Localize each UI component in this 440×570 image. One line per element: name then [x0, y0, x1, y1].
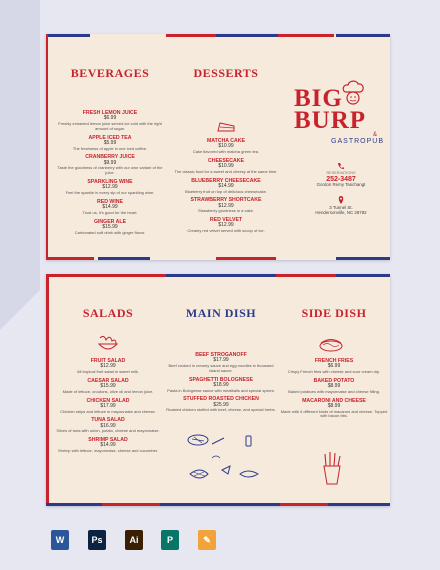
item-description: Carbonated soft drink with ginger flavor.	[74, 229, 146, 235]
red-bar	[46, 274, 166, 277]
item-name: SPARKLING WINE	[87, 178, 133, 185]
item-description: Taste the goodness of cranberry with our own variant of the juice.	[57, 165, 163, 176]
item-name: CHICKEN SALAD	[86, 397, 130, 404]
item-name: FRUIT SALAD	[90, 358, 126, 364]
item-price: $12.99	[102, 184, 118, 191]
brand-line-2: BURP	[294, 107, 367, 134]
publisher-icon[interactable]: P	[161, 530, 179, 550]
contact-person: Gordon Remy Tanchangt	[316, 182, 366, 188]
red-bar	[278, 34, 334, 37]
item-name: TUNA SALAD	[91, 417, 125, 424]
item-price: $10.99	[218, 163, 234, 169]
blue-bar	[336, 274, 390, 277]
menu-item	[278, 398, 390, 420]
menu-item	[52, 378, 164, 395]
item-name: MACARONI AND CHEESE	[302, 397, 366, 404]
desserts-list	[170, 138, 282, 237]
address-line-2: Hendersonville, NC 28782	[315, 210, 367, 216]
menu-item	[170, 217, 282, 234]
red-edge	[46, 34, 48, 260]
item-price: $25.99	[213, 401, 229, 408]
red-bar	[48, 257, 94, 260]
blue-bar	[216, 34, 278, 37]
item-price: $12.99	[218, 222, 234, 229]
blue-bar	[46, 503, 102, 506]
item-description: Made with 4 different kinds of macaroni and cheese. Topped with bacon bits.	[280, 408, 388, 419]
menu-item	[166, 396, 276, 413]
item-price: $10.99	[218, 143, 234, 150]
side-dish-list	[278, 358, 390, 422]
item-description: Cake flavored with matcha green tea.	[192, 149, 260, 154]
menu-item	[170, 158, 282, 175]
blue-bar	[160, 503, 280, 506]
salads-list	[52, 358, 164, 457]
reservations-label: RESERVATIONS	[326, 171, 356, 176]
salads-title: SALADS	[82, 306, 134, 320]
blue-bar	[98, 257, 150, 260]
item-name: GINGER ALE	[93, 218, 127, 225]
brand-line-1: BIG	[294, 85, 343, 112]
menu-item	[54, 154, 166, 176]
photoshop-icon[interactable]: Ps	[88, 530, 106, 550]
item-description: Feel the sparkle in every sip of our sparkling wine.	[65, 189, 155, 195]
item-description: Freshly extracted lemon juice served ice cold with the right amount of sugar.	[58, 121, 162, 131]
item-price: $14.99	[100, 442, 116, 449]
item-description: Blueberry fruit on top of delicious cheesecake.	[185, 188, 267, 194]
item-name: FRENCH FRIES	[314, 358, 354, 364]
item-name: APPLE ICED TEA	[88, 134, 132, 141]
item-description: Crispy French fries with cheese and sour cream dip.	[287, 369, 381, 374]
menu-page-1	[46, 34, 390, 260]
item-name: FRESH LEMON JUICE	[82, 110, 138, 116]
item-description: All tropical fruit salad in sweet milk.	[76, 369, 140, 374]
item-description: Slices of tuna with onion, potato, cheese and mayonnaise.	[56, 428, 160, 434]
brand-sub: GASTROPUB	[331, 138, 384, 145]
chef-icon	[340, 80, 368, 106]
item-description: Trust us, it's good for the heart.	[82, 209, 138, 215]
red-bar	[166, 34, 216, 37]
fries-icon	[318, 450, 346, 486]
menu-item	[166, 377, 276, 394]
item-name: RED WINE	[97, 198, 123, 205]
blue-bar	[336, 34, 390, 37]
menu-item	[54, 219, 166, 236]
menu-item	[54, 179, 166, 196]
location-pin-icon	[338, 196, 344, 204]
menu-item	[52, 437, 164, 454]
menu-item	[54, 199, 166, 216]
item-name: CRANBERRY JUICE	[85, 154, 135, 161]
blue-bar	[336, 257, 390, 260]
item-description: Beef cooked in creamy sauce and egg noodles in thousand island sauce.	[168, 363, 274, 373]
item-name: SHRIMP SALAD	[88, 437, 128, 444]
item-description: Pasta in Bolognese sauce with meatballs and special spices.	[167, 387, 275, 393]
hotdog-icon	[318, 332, 344, 356]
item-price: $15.99	[100, 383, 116, 389]
item-price: $18.99	[213, 381, 229, 388]
item-price: $17.99	[213, 357, 229, 364]
red-bar	[280, 503, 328, 506]
item-price: $14.99	[102, 203, 118, 210]
item-price: $16.99	[100, 422, 116, 429]
menu-item	[166, 352, 276, 374]
blue-bar	[328, 503, 390, 506]
item-price: $6.99	[327, 363, 341, 370]
reservations-block	[300, 162, 382, 216]
item-price: $9.99	[103, 159, 117, 166]
brand-amp: &	[372, 132, 378, 138]
item-description: Baked potatoes with mayonnaise and cheese filling.	[288, 388, 380, 394]
red-bar	[102, 503, 160, 506]
item-price: $12.99	[100, 363, 116, 370]
menu-item	[54, 110, 166, 132]
phone-icon	[337, 162, 345, 170]
menu-item	[52, 398, 164, 415]
main-dish-title: MAIN DISH	[185, 306, 257, 320]
address-line-1: 3 Tunnel St.	[329, 205, 353, 211]
item-description: The classic food for a sweet and cheesy at the same time.	[174, 168, 278, 174]
menu-item	[278, 378, 390, 395]
item-name: CAESAR SALAD	[87, 377, 129, 384]
red-edge	[46, 274, 49, 506]
item-price: $8.99	[327, 383, 341, 389]
item-price: $12.99	[218, 202, 234, 209]
item-name: BAKED POTATO	[313, 377, 355, 384]
red-bar	[276, 274, 336, 277]
item-price: $17.99	[100, 402, 116, 409]
word-icon[interactable]: W	[51, 530, 69, 550]
item-price: $14.99	[218, 182, 234, 189]
item-name: CHEESECAKE	[207, 157, 245, 164]
cake-slice-icon	[216, 120, 236, 134]
brand-logo	[294, 85, 386, 145]
red-bar	[216, 257, 276, 260]
item-description: Made of lettuce, croutons, olive oil and lemon juice.	[62, 388, 154, 394]
item-name: MATCHA CAKE	[206, 138, 246, 144]
desserts-title: DESSERTS	[193, 66, 259, 80]
item-name: RED VELVET	[209, 217, 243, 224]
pages-icon[interactable]: ✎	[198, 530, 216, 550]
item-description: Roasted chicken stuffed with beef, cheese, and special herbs.	[166, 407, 276, 413]
blue-bar	[48, 34, 90, 37]
item-name: SPAGHETTI BOLOGNESE	[189, 376, 253, 383]
item-name: BEEF STROGANOFF	[195, 352, 247, 358]
menu-item	[52, 417, 164, 434]
illustrator-icon[interactable]: Ai	[125, 530, 143, 550]
blue-bar	[166, 274, 276, 277]
item-name: STUFFED ROASTED CHICKEN	[183, 396, 259, 403]
phone-number: 252-3487	[326, 175, 356, 183]
menu-item	[52, 358, 164, 375]
item-price: $5.99	[103, 139, 117, 146]
side-dish-title: SIDE DISH	[301, 306, 367, 320]
salad-icon	[96, 332, 120, 354]
item-price: $8.99	[327, 402, 341, 409]
main-dish-list	[166, 352, 276, 416]
menu-item	[278, 358, 390, 375]
item-description: Shrimp with lettuce, mayonnaise, cheese and cucumber.	[57, 448, 159, 454]
beverages-title: BEVERAGES	[70, 66, 150, 80]
item-description: Strawberry goodness in a cake.	[197, 208, 255, 214]
beverages-list	[54, 110, 166, 238]
item-description: The freshness of apple in one iced coffee.	[72, 145, 148, 151]
item-name: BLUEBERRY CHEESECAKE	[191, 177, 261, 184]
menu-item	[54, 135, 166, 152]
item-description: Creamy red velvet served with scoop of ice.	[187, 228, 265, 234]
item-price: $6.99	[103, 115, 117, 122]
menu-item	[170, 178, 282, 195]
food-sketch-icon	[182, 430, 264, 496]
item-price: $15.99	[102, 223, 118, 230]
menu-page-2	[46, 274, 390, 506]
item-name: STRAWBERRY SHORTCAKE	[190, 197, 262, 204]
menu-item	[170, 138, 282, 155]
menu-item	[170, 197, 282, 214]
item-description: Chicken strips and lettuce in mayonnaise and cheese.	[60, 408, 156, 414]
